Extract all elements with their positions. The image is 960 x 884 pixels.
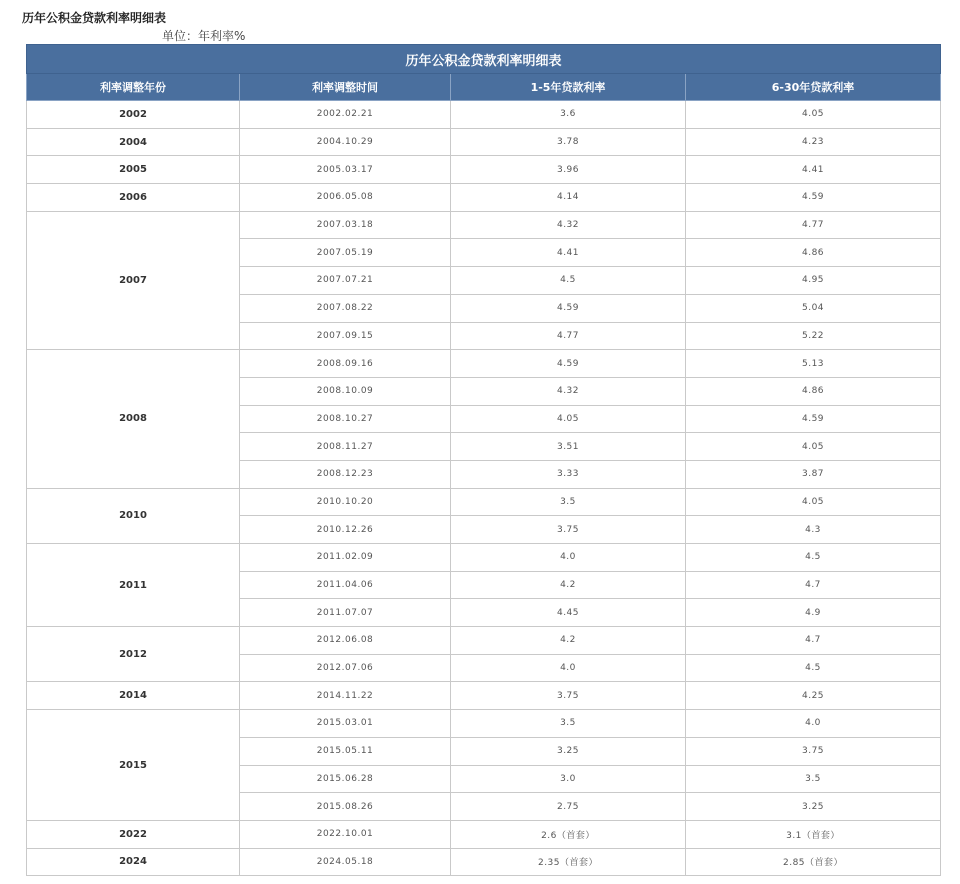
adjust-year-cell: 2011 [27, 544, 240, 627]
adjust-year-cell: 2015 [27, 710, 240, 821]
rate-6-30-cell: 4.86 [686, 377, 941, 405]
adjust-year-cell: 2002 [27, 101, 240, 129]
rate-6-30-cell: 4.23 [686, 128, 941, 156]
rate-6-30-cell: 3.75 [686, 737, 941, 765]
rate-1-5-cell: 3.78 [451, 128, 686, 156]
rate-6-30-cell: 4.0 [686, 710, 941, 738]
adjust-date-cell: 2011.02.09 [240, 544, 451, 572]
adjust-year-cell: 2014 [27, 682, 240, 710]
rate-1-5-cell: 4.05 [451, 405, 686, 433]
header-adjust-date: 利率调整时间 [240, 74, 451, 101]
adjust-date-cell: 2008.10.09 [240, 377, 451, 405]
adjust-date-cell: 2014.11.22 [240, 682, 451, 710]
table-title: 历年公积金贷款利率明细表 [27, 45, 941, 74]
rate-6-30-cell: 4.41 [686, 156, 941, 184]
table-row [27, 211, 941, 239]
adjust-date-cell: 2007.05.19 [240, 239, 451, 267]
adjust-date-cell: 2010.12.26 [240, 516, 451, 544]
adjust-year-cell: 2008 [27, 350, 240, 488]
table-row [27, 488, 941, 516]
adjust-date-cell: 2008.09.16 [240, 350, 451, 378]
rate-1-5-cell: 3.51 [451, 433, 686, 461]
rate-6-30-cell: 3.25 [686, 793, 941, 821]
rate-6-30-cell: 4.7 [686, 627, 941, 655]
rate-6-30-cell: 4.5 [686, 544, 941, 572]
rate-6-30-cell: 4.86 [686, 239, 941, 267]
table-row [27, 627, 941, 655]
table-row [27, 544, 941, 572]
adjust-year-cell: 2012 [27, 627, 240, 682]
adjust-date-cell: 2005.03.17 [240, 156, 451, 184]
rate-1-5-cell: 2.6（首套） [451, 820, 686, 848]
adjust-date-cell: 2022.10.01 [240, 820, 451, 848]
rate-1-5-cell: 4.5 [451, 267, 686, 295]
header-adjust-year: 利率调整年份 [27, 74, 240, 101]
rate-6-30-cell: 4.77 [686, 211, 941, 239]
rate-1-5-cell: 4.32 [451, 211, 686, 239]
table-body [27, 101, 941, 876]
rate-1-5-cell: 4.59 [451, 294, 686, 322]
unit-note: 单位：年利率% [162, 29, 246, 43]
adjust-date-cell: 2008.11.27 [240, 433, 451, 461]
table-row [27, 128, 941, 156]
adjust-date-cell: 2015.08.26 [240, 793, 451, 821]
adjust-date-cell: 2007.03.18 [240, 211, 451, 239]
adjust-year-cell: 2006 [27, 184, 240, 212]
rate-1-5-cell: 2.35（首套） [451, 848, 686, 876]
rate-1-5-cell: 4.32 [451, 377, 686, 405]
adjust-year-cell: 2007 [27, 211, 240, 349]
rate-1-5-cell: 3.75 [451, 516, 686, 544]
rate-1-5-cell: 4.14 [451, 184, 686, 212]
rate-6-30-cell: 5.13 [686, 350, 941, 378]
adjust-date-cell: 2002.02.21 [240, 101, 451, 129]
adjust-date-cell: 2024.05.18 [240, 848, 451, 876]
table-row [27, 682, 941, 710]
table-row [27, 184, 941, 212]
table-row [27, 848, 941, 876]
rate-1-5-cell: 4.0 [451, 654, 686, 682]
adjust-date-cell: 2015.03.01 [240, 710, 451, 738]
rate-1-5-cell: 3.25 [451, 737, 686, 765]
adjust-date-cell: 2011.07.07 [240, 599, 451, 627]
rate-1-5-cell: 3.75 [451, 682, 686, 710]
rate-1-5-cell: 4.45 [451, 599, 686, 627]
rate-6-30-cell: 4.3 [686, 516, 941, 544]
adjust-date-cell: 2006.05.08 [240, 184, 451, 212]
rate-6-30-cell: 3.5 [686, 765, 941, 793]
adjust-date-cell: 2008.12.23 [240, 460, 451, 488]
adjust-year-cell: 2024 [27, 848, 240, 876]
table-row [27, 156, 941, 184]
rate-1-5-cell: 4.41 [451, 239, 686, 267]
rate-1-5-cell: 3.5 [451, 488, 686, 516]
header-rate-6-30-years: 6-30年贷款利率 [686, 74, 941, 101]
table-row [27, 101, 941, 129]
table-row [27, 350, 941, 378]
adjust-date-cell: 2007.08.22 [240, 294, 451, 322]
rate-6-30-cell: 3.1（首套） [686, 820, 941, 848]
table-row [27, 820, 941, 848]
adjust-year-cell: 2010 [27, 488, 240, 543]
rate-1-5-cell: 4.77 [451, 322, 686, 350]
adjust-date-cell: 2015.05.11 [240, 737, 451, 765]
table-title-row [27, 45, 941, 74]
adjust-date-cell: 2012.06.08 [240, 627, 451, 655]
rate-1-5-cell: 4.2 [451, 571, 686, 599]
rate-1-5-cell: 3.33 [451, 460, 686, 488]
document-title: 历年公积金贷款利率明细表 [22, 11, 167, 25]
rate-1-5-cell: 4.0 [451, 544, 686, 572]
rate-6-30-cell: 3.87 [686, 460, 941, 488]
adjust-year-cell: 2005 [27, 156, 240, 184]
rate-1-5-cell: 3.0 [451, 765, 686, 793]
adjust-year-cell: 2022 [27, 820, 240, 848]
adjust-date-cell: 2015.06.28 [240, 765, 451, 793]
adjust-date-cell: 2010.10.20 [240, 488, 451, 516]
rate-6-30-cell: 4.59 [686, 405, 941, 433]
rate-6-30-cell: 5.22 [686, 322, 941, 350]
adjust-date-cell: 2012.07.06 [240, 654, 451, 682]
rate-1-5-cell: 3.6 [451, 101, 686, 129]
rate-1-5-cell: 2.75 [451, 793, 686, 821]
rate-6-30-cell: 4.25 [686, 682, 941, 710]
rate-6-30-cell: 4.95 [686, 267, 941, 295]
rate-1-5-cell: 4.59 [451, 350, 686, 378]
rate-table [26, 44, 941, 876]
adjust-year-cell: 2004 [27, 128, 240, 156]
rate-1-5-cell: 4.2 [451, 627, 686, 655]
rate-6-30-cell: 4.9 [686, 599, 941, 627]
rate-6-30-cell: 4.59 [686, 184, 941, 212]
adjust-date-cell: 2011.04.06 [240, 571, 451, 599]
rate-1-5-cell: 3.5 [451, 710, 686, 738]
rate-6-30-cell: 4.05 [686, 101, 941, 129]
adjust-date-cell: 2007.09.15 [240, 322, 451, 350]
rate-6-30-cell: 4.7 [686, 571, 941, 599]
table-header-row [27, 74, 941, 101]
rate-6-30-cell: 5.04 [686, 294, 941, 322]
rate-1-5-cell: 3.96 [451, 156, 686, 184]
rate-6-30-cell: 2.85（首套） [686, 848, 941, 876]
adjust-date-cell: 2004.10.29 [240, 128, 451, 156]
table-row [27, 710, 941, 738]
rate-6-30-cell: 4.5 [686, 654, 941, 682]
rate-6-30-cell: 4.05 [686, 488, 941, 516]
header-rate-1-5-years: 1-5年贷款利率 [451, 74, 686, 101]
adjust-date-cell: 2007.07.21 [240, 267, 451, 295]
rate-6-30-cell: 4.05 [686, 433, 941, 461]
adjust-date-cell: 2008.10.27 [240, 405, 451, 433]
